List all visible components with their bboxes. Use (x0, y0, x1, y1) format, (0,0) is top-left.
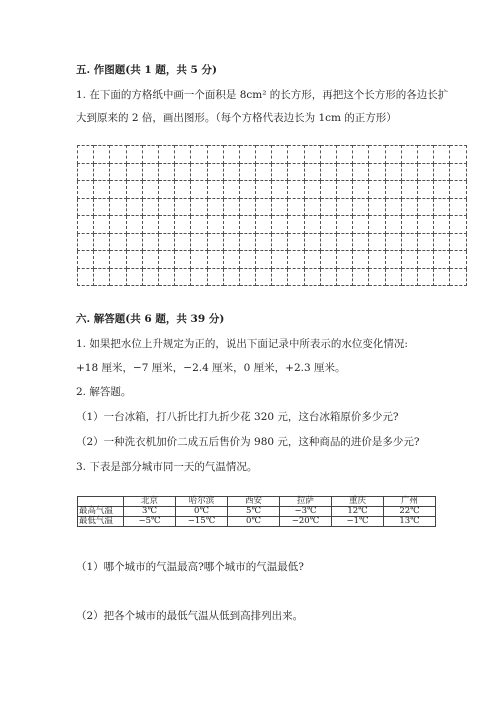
grid-cell (337, 198, 353, 216)
grid-cell (450, 233, 466, 251)
grid-cell (223, 181, 239, 199)
grid-cell (94, 233, 110, 251)
grid-cell (288, 233, 304, 251)
grid-cell (158, 251, 174, 269)
table-cell: −3℃ (280, 507, 332, 517)
grid-cell (337, 233, 353, 251)
grid-cell (110, 181, 126, 199)
grid-cell (434, 216, 450, 234)
grid-cell (401, 163, 417, 181)
grid-cell (158, 163, 174, 181)
grid-cell (417, 163, 433, 181)
table-cell: 5℃ (228, 507, 280, 517)
grid-cell (272, 216, 288, 234)
grid-cell (142, 163, 158, 181)
grid-cell (304, 268, 320, 286)
grid-cell (239, 163, 255, 181)
grid-cell (288, 163, 304, 181)
grid-cell (369, 198, 385, 216)
grid-cell (126, 163, 142, 181)
grid-cell (401, 268, 417, 286)
grid-cell (142, 198, 158, 216)
table-header-cell: 拉萨 (280, 497, 332, 507)
grid-cell (223, 216, 239, 234)
grid-cell (434, 268, 450, 286)
grid-cell (337, 146, 353, 164)
grid-cell (353, 233, 369, 251)
grid-cell (78, 268, 94, 286)
grid-cell (207, 233, 223, 251)
grid-cell (320, 146, 336, 164)
grid-cell (272, 146, 288, 164)
grid-cell (369, 163, 385, 181)
grid-cell (385, 268, 401, 286)
grid-cell (94, 163, 110, 181)
grid-cell (272, 233, 288, 251)
section6-q2-sub1: （1）一台冰箱，打八折比打九折少花 320 元，这台冰箱原价多少元? (76, 411, 399, 423)
grid-cell (337, 216, 353, 234)
grid-cell (175, 233, 191, 251)
grid-row (78, 216, 467, 234)
section6-q2-sub2: （2）一种洗衣机加价二成五后售价为 980 元，这种商品的进价是多少元? (76, 436, 420, 448)
grid-cell (110, 163, 126, 181)
grid-cell (401, 251, 417, 269)
grid-cell (256, 251, 272, 269)
grid-cell (417, 251, 433, 269)
grid-cell (288, 268, 304, 286)
grid-cell (385, 233, 401, 251)
grid-cell (239, 233, 255, 251)
section6-q3-sub1: （1）哪个城市的气温最高?哪个城市的气温最低? (76, 561, 304, 573)
grid-cell (94, 268, 110, 286)
table-cell: −1℃ (332, 517, 384, 527)
table-cell: −5℃ (124, 517, 176, 527)
grid-cell (175, 216, 191, 234)
grid-cell (256, 163, 272, 181)
grid-cell (417, 268, 433, 286)
section6-q1-line2: +18 厘米，−7 厘米，−2.4 厘米，0 厘米，+2.3 厘米。 (76, 362, 346, 374)
table-row-label: 最低气温 (78, 517, 124, 527)
grid-cell (304, 163, 320, 181)
grid-cell (353, 251, 369, 269)
grid-cell (434, 181, 450, 199)
grid-cell (126, 198, 142, 216)
table-header-cell: 西安 (228, 497, 280, 507)
grid-cell (239, 251, 255, 269)
section6-title: 六. 解答题(共 6 题，共 39 分) (76, 313, 225, 325)
grid-cell (288, 198, 304, 216)
grid-cell (450, 198, 466, 216)
grid-cell (142, 251, 158, 269)
grid-cell (191, 251, 207, 269)
grid-cell (191, 146, 207, 164)
grid-cell (256, 268, 272, 286)
grid-cell (385, 181, 401, 199)
grid-cell (385, 198, 401, 216)
table-cell: −15℃ (176, 517, 228, 527)
grid-cell (320, 198, 336, 216)
grid-cell (353, 198, 369, 216)
grid-cell (450, 268, 466, 286)
grid-cell (110, 233, 126, 251)
grid-cell (320, 268, 336, 286)
table-header-cell: 哈尔滨 (176, 497, 228, 507)
grid-row (78, 146, 467, 164)
grid-cell (385, 163, 401, 181)
grid-cell (126, 268, 142, 286)
grid-cell (223, 146, 239, 164)
grid-cell (94, 251, 110, 269)
grid-cell (369, 251, 385, 269)
section5-q1-line1: 1. 在下面的方格纸中画一个面积是 8cm² 的长方形，再把这个长方形的各边长扩 (76, 89, 449, 101)
grid-cell (175, 198, 191, 216)
grid-cell (223, 198, 239, 216)
grid-cell (272, 163, 288, 181)
grid-cell (272, 181, 288, 199)
grid-cell (450, 181, 466, 199)
grid-cell (401, 146, 417, 164)
grid-cell (175, 146, 191, 164)
table-cell: 0℃ (176, 507, 228, 517)
grid-cell (175, 251, 191, 269)
grid-cell (126, 251, 142, 269)
grid-cell (401, 233, 417, 251)
grid-cell (207, 146, 223, 164)
grid-cell (353, 181, 369, 199)
grid-cell (256, 146, 272, 164)
table-row (78, 517, 436, 527)
grid-cell (434, 146, 450, 164)
grid-cell (110, 268, 126, 286)
grid-cell (272, 268, 288, 286)
grid-cell (401, 198, 417, 216)
grid-cell (304, 216, 320, 234)
grid-cell (304, 181, 320, 199)
grid-cell (191, 268, 207, 286)
temperature-table (77, 496, 436, 527)
table-header-cell: 重庆 (332, 497, 384, 507)
grid-cell (142, 146, 158, 164)
grid-cell (78, 233, 94, 251)
grid-paper (77, 145, 467, 286)
grid-cell (417, 198, 433, 216)
grid-cell (175, 268, 191, 286)
grid-cell (353, 268, 369, 286)
grid-cell (239, 216, 255, 234)
grid-cell (191, 181, 207, 199)
grid-cell (288, 216, 304, 234)
grid-row (78, 181, 467, 199)
grid-cell (385, 251, 401, 269)
section6-q3-title: 3. 下表是部分城市同一天的气温情况。 (76, 461, 258, 473)
grid-cell (94, 146, 110, 164)
grid-cell (78, 251, 94, 269)
grid-row (78, 251, 467, 269)
grid-cell (450, 163, 466, 181)
section6-q2-title: 2. 解答题。 (76, 386, 132, 398)
grid-cell (110, 146, 126, 164)
grid-row (78, 163, 467, 181)
grid-cell (239, 146, 255, 164)
table-cell: 3℃ (124, 507, 176, 517)
grid-cell (158, 233, 174, 251)
grid-cell (450, 216, 466, 234)
grid-cell (320, 216, 336, 234)
grid-cell (369, 233, 385, 251)
grid-cell (320, 163, 336, 181)
section5-title: 五. 作图题(共 1 题，共 5 分) (76, 64, 217, 76)
grid-cell (110, 216, 126, 234)
grid-cell (207, 216, 223, 234)
table-row (78, 507, 436, 517)
section6-q3-sub2: （2）把各个城市的最低气温从低到高排列出来。 (76, 610, 304, 622)
grid-cell (94, 198, 110, 216)
section5-q1-line2: 大到原来的 2 倍，画出图形。（每个方格代表边长为 1cm 的正方形） (76, 112, 397, 124)
grid-cell (401, 181, 417, 199)
grid-cell (78, 181, 94, 199)
grid-cell (126, 146, 142, 164)
grid-cell (223, 233, 239, 251)
grid-cell (158, 146, 174, 164)
grid-row (78, 198, 467, 216)
grid-cell (142, 181, 158, 199)
table-header-row (78, 497, 436, 507)
grid-cell (369, 268, 385, 286)
grid-cell (353, 146, 369, 164)
grid-cell (320, 233, 336, 251)
grid-cell (142, 268, 158, 286)
grid-cell (417, 216, 433, 234)
grid-cell (337, 251, 353, 269)
table-cell: 12℃ (332, 507, 384, 517)
grid-cell (78, 198, 94, 216)
grid-cell (158, 268, 174, 286)
table-cell: −20℃ (280, 517, 332, 527)
grid-cell (417, 146, 433, 164)
grid-cell (158, 181, 174, 199)
section6-q1-line1: 1. 如果把水位上升规定为正的，说出下面记录中所表示的水位变化情况: (76, 338, 408, 350)
grid-cell (207, 181, 223, 199)
grid-cell (304, 198, 320, 216)
grid-cell (239, 198, 255, 216)
grid-cell (94, 216, 110, 234)
grid-cell (450, 251, 466, 269)
grid-row (78, 268, 467, 286)
grid-cell (272, 198, 288, 216)
grid-cell (158, 198, 174, 216)
grid-cell (223, 268, 239, 286)
grid-cell (191, 163, 207, 181)
grid-cell (369, 181, 385, 199)
grid-cell (175, 181, 191, 199)
grid-cell (256, 216, 272, 234)
grid-cell (256, 198, 272, 216)
grid-cell (110, 251, 126, 269)
grid-cell (288, 146, 304, 164)
grid-cell (256, 181, 272, 199)
grid-cell (126, 181, 142, 199)
grid-cell (207, 268, 223, 286)
grid-cell (288, 181, 304, 199)
grid-cell (78, 163, 94, 181)
table-header-cell: 北京 (124, 497, 176, 507)
grid-cell (434, 198, 450, 216)
grid-cell (126, 233, 142, 251)
grid-cell (239, 268, 255, 286)
grid-cell (353, 163, 369, 181)
grid-cell (191, 198, 207, 216)
grid-cell (337, 181, 353, 199)
grid-cell (223, 163, 239, 181)
grid-cell (207, 198, 223, 216)
grid-cell (417, 233, 433, 251)
grid-cell (142, 233, 158, 251)
grid-cell (385, 146, 401, 164)
grid-cell (304, 146, 320, 164)
grid-cell (110, 198, 126, 216)
grid-cell (191, 233, 207, 251)
table-cell: 13℃ (384, 517, 436, 527)
grid-cell (304, 251, 320, 269)
grid-cell (320, 181, 336, 199)
grid-cell (239, 181, 255, 199)
table-row-label: 最高气温 (78, 507, 124, 517)
grid-cell (434, 163, 450, 181)
grid-cell (434, 251, 450, 269)
grid-cell (272, 251, 288, 269)
grid-cell (158, 216, 174, 234)
grid-cell (369, 146, 385, 164)
grid-row (78, 233, 467, 251)
grid-cell (320, 251, 336, 269)
grid-cell (78, 146, 94, 164)
grid-cell (207, 163, 223, 181)
grid-cell (175, 163, 191, 181)
grid-cell (385, 216, 401, 234)
table-corner-cell (78, 497, 124, 507)
grid-cell (434, 233, 450, 251)
grid-cell (142, 216, 158, 234)
grid-cell (191, 216, 207, 234)
grid-cell (223, 251, 239, 269)
grid-cell (450, 146, 466, 164)
grid-cell (337, 268, 353, 286)
grid-cell (126, 216, 142, 234)
grid-cell (94, 181, 110, 199)
grid-cell (288, 251, 304, 269)
grid-cell (353, 216, 369, 234)
table-header-cell: 广州 (384, 497, 436, 507)
grid-cell (401, 216, 417, 234)
grid-cell (304, 233, 320, 251)
table-cell: 22℃ (384, 507, 436, 517)
table-cell: 0℃ (228, 517, 280, 527)
grid-cell (256, 233, 272, 251)
grid-cell (78, 216, 94, 234)
grid-cell (207, 251, 223, 269)
grid-cell (369, 216, 385, 234)
grid-cell (417, 181, 433, 199)
grid-cell (337, 163, 353, 181)
